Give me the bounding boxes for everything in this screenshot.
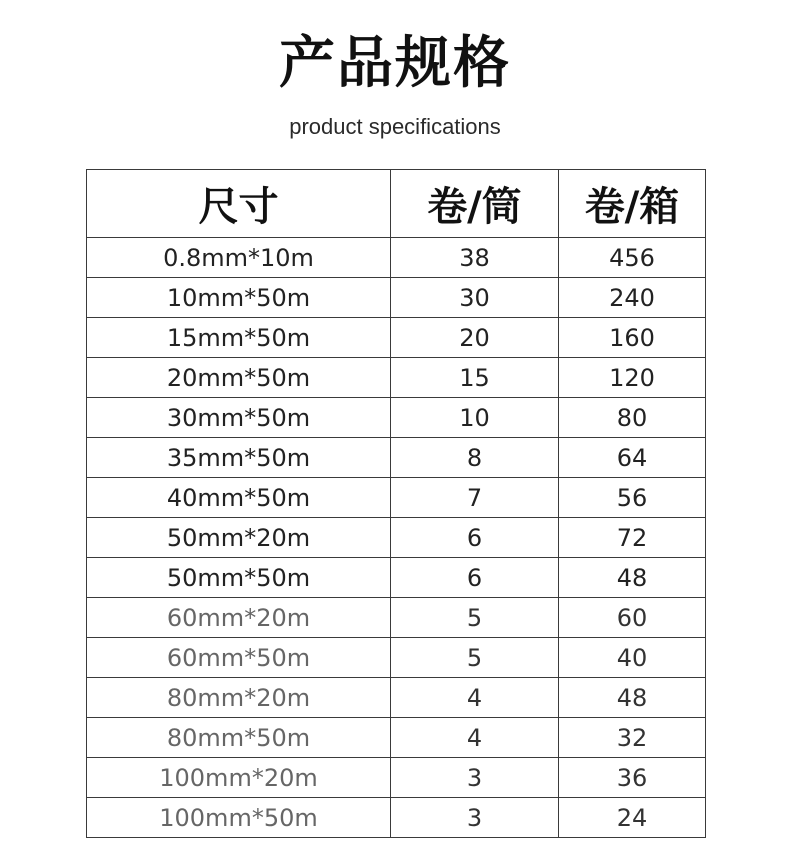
cell-size: 100mm*20m (87, 758, 391, 798)
table-row (87, 238, 706, 278)
table-row (87, 558, 706, 598)
cell-size: 50mm*20m (87, 518, 391, 558)
cell-rolls-per-box: 32 (559, 718, 706, 758)
cell-rolls-per-tube: 20 (391, 318, 559, 358)
cell-rolls-per-box: 64 (559, 438, 706, 478)
cell-rolls-per-tube: 6 (391, 558, 559, 598)
cell-rolls-per-box: 456 (559, 238, 706, 278)
cell-size: 15mm*50m (87, 318, 391, 358)
table-row (87, 638, 706, 678)
cell-size: 50mm*50m (87, 558, 391, 598)
cell-size: 35mm*50m (87, 438, 391, 478)
table-row (87, 758, 706, 798)
cell-rolls-per-tube: 7 (391, 478, 559, 518)
cell-rolls-per-tube: 38 (391, 238, 559, 278)
cell-rolls-per-box: 40 (559, 638, 706, 678)
cell-size: 40mm*50m (87, 478, 391, 518)
cell-size: 60mm*50m (87, 638, 391, 678)
cell-rolls-per-box: 120 (559, 358, 706, 398)
cell-rolls-per-box: 72 (559, 518, 706, 558)
cell-size: 80mm*20m (87, 678, 391, 718)
cell-rolls-per-box: 56 (559, 478, 706, 518)
cell-rolls-per-box: 60 (559, 598, 706, 638)
table-row (87, 678, 706, 718)
header-size: 尺寸 (87, 170, 391, 238)
header-row (87, 170, 706, 238)
table-row (87, 518, 706, 558)
cell-size: 80mm*50m (87, 718, 391, 758)
cell-rolls-per-box: 24 (559, 798, 706, 838)
cell-rolls-per-box: 36 (559, 758, 706, 798)
cell-rolls-per-tube: 15 (391, 358, 559, 398)
cell-rolls-per-box: 160 (559, 318, 706, 358)
table-row (87, 398, 706, 438)
spec-table (86, 169, 706, 838)
cell-rolls-per-tube: 3 (391, 798, 559, 838)
cell-rolls-per-tube: 5 (391, 598, 559, 638)
table-row (87, 438, 706, 478)
cell-size: 20mm*50m (87, 358, 391, 398)
table-row (87, 318, 706, 358)
table-row (87, 478, 706, 518)
cell-rolls-per-tube: 10 (391, 398, 559, 438)
header-rolls-per-tube: 卷/筒 (391, 170, 559, 238)
page-subtitle: product specifications (289, 114, 501, 139)
table-row (87, 278, 706, 318)
cell-rolls-per-tube: 3 (391, 758, 559, 798)
table-row (87, 358, 706, 398)
cell-rolls-per-box: 240 (559, 278, 706, 318)
table-row (87, 598, 706, 638)
cell-size: 100mm*50m (87, 798, 391, 838)
cell-size: 0.8mm*10m (87, 238, 391, 278)
cell-rolls-per-tube: 4 (391, 678, 559, 718)
table-row (87, 718, 706, 758)
page-title: 产品规格 (279, 31, 511, 96)
cell-rolls-per-tube: 4 (391, 718, 559, 758)
cell-size: 30mm*50m (87, 398, 391, 438)
cell-rolls-per-box: 80 (559, 398, 706, 438)
cell-rolls-per-box: 48 (559, 678, 706, 718)
cell-rolls-per-tube: 6 (391, 518, 559, 558)
cell-rolls-per-tube: 8 (391, 438, 559, 478)
cell-size: 10mm*50m (87, 278, 391, 318)
header-rolls-per-box: 卷/箱 (559, 170, 706, 238)
cell-size: 60mm*20m (87, 598, 391, 638)
cell-rolls-per-box: 48 (559, 558, 706, 598)
cell-rolls-per-tube: 5 (391, 638, 559, 678)
table-row (87, 798, 706, 838)
cell-rolls-per-tube: 30 (391, 278, 559, 318)
